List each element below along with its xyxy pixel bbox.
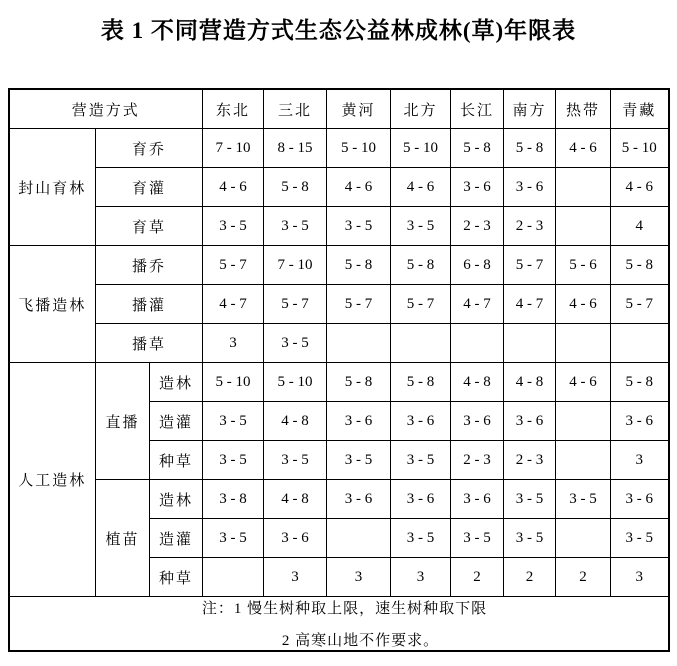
row-header: 育草 — [96, 207, 203, 246]
data-cell: 3 — [391, 558, 451, 597]
page-title: 表 1 不同营造方式生态公益林成林(草)年限表 — [100, 18, 577, 43]
data-cell — [556, 402, 611, 441]
table-row — [9, 246, 669, 285]
column-header-dongbei: 东北 — [203, 89, 264, 129]
data-cell: 3 - 5 — [264, 441, 327, 480]
data-cell: 2 — [451, 558, 504, 597]
data-cell: 3 — [203, 324, 264, 363]
group-header-feibozaolin: 飞播造林 — [9, 246, 96, 363]
data-cell: 3 - 5 — [264, 207, 327, 246]
data-cell — [611, 324, 669, 363]
data-cell: 3 - 5 — [327, 441, 391, 480]
table-row — [9, 363, 669, 402]
data-cell: 3 - 6 — [264, 519, 327, 558]
data-cell: 2 - 3 — [451, 207, 504, 246]
group-header-fengshanyulin: 封山育林 — [9, 129, 96, 246]
row-header: 播灌 — [96, 285, 203, 324]
data-cell: 2 - 3 — [451, 441, 504, 480]
data-cell: 3 - 5 — [203, 441, 264, 480]
data-cell: 3 - 5 — [327, 207, 391, 246]
row-header: 造林 — [150, 363, 203, 402]
table-row — [9, 129, 669, 168]
data-cell: 4 - 8 — [264, 480, 327, 519]
column-header-huanghe: 黄河 — [327, 89, 391, 129]
data-cell: 3 - 6 — [504, 402, 556, 441]
data-cell: 3 - 5 — [504, 480, 556, 519]
data-cell: 4 - 6 — [391, 168, 451, 207]
data-cell: 3 - 5 — [203, 402, 264, 441]
data-cell: 5 - 8 — [391, 363, 451, 402]
column-header-nanfang: 南方 — [504, 89, 556, 129]
data-cell: 3 - 6 — [451, 168, 504, 207]
data-cell — [451, 324, 504, 363]
data-cell: 5 - 7 — [504, 246, 556, 285]
data-cell: 5 - 8 — [391, 246, 451, 285]
data-cell: 3 - 6 — [451, 402, 504, 441]
table-row — [9, 207, 669, 246]
data-cell: 3 - 5 — [203, 519, 264, 558]
row-header: 造林 — [150, 480, 203, 519]
data-cell: 3 - 6 — [451, 480, 504, 519]
data-cell: 5 - 10 — [203, 363, 264, 402]
data-cell: 2 - 3 — [504, 441, 556, 480]
data-cell: 5 - 10 — [391, 129, 451, 168]
data-cell: 5 - 8 — [451, 129, 504, 168]
data-cell: 3 - 6 — [504, 168, 556, 207]
subgroup-header-zhimiao: 植苗 — [96, 480, 150, 597]
data-cell: 4 - 8 — [451, 363, 504, 402]
data-cell: 3 - 6 — [327, 480, 391, 519]
data-cell: 3 — [611, 441, 669, 480]
table-row — [9, 480, 669, 519]
data-cell: 7 - 10 — [264, 246, 327, 285]
table-header-row — [9, 89, 669, 129]
row-header: 种草 — [150, 441, 203, 480]
data-cell — [556, 207, 611, 246]
table-note-2: 2 高寒山地不作要求。 — [281, 633, 440, 649]
notes-cell — [9, 597, 669, 652]
data-cell: 3 - 5 — [391, 207, 451, 246]
data-cell: 3 — [611, 558, 669, 597]
table-note-1: 注：1 慢生树种取上限，速生树种取下限 — [201, 601, 488, 617]
column-header-redai: 热带 — [556, 89, 611, 129]
data-cell: 4 — [611, 207, 669, 246]
data-cell: 5 - 8 — [611, 246, 669, 285]
group-header-rengongzaolin: 人工造林 — [9, 363, 96, 597]
column-header-qingzang: 青藏 — [611, 89, 669, 129]
row-header: 播乔 — [96, 246, 203, 285]
row-header: 育灌 — [96, 168, 203, 207]
data-cell: 4 - 6 — [203, 168, 264, 207]
data-cell: 4 - 6 — [327, 168, 391, 207]
data-cell: 3 - 6 — [611, 402, 669, 441]
data-cell: 5 - 6 — [556, 246, 611, 285]
data-cell — [504, 324, 556, 363]
data-cell: 5 - 10 — [327, 129, 391, 168]
data-cell: 6 - 8 — [451, 246, 504, 285]
data-cell: 3 — [327, 558, 391, 597]
subgroup-header-zhibo: 直播 — [96, 363, 150, 480]
data-cell: 3 - 8 — [203, 480, 264, 519]
data-cell — [556, 519, 611, 558]
year-limit-table — [8, 88, 670, 652]
row-header: 造灌 — [150, 402, 203, 441]
data-cell: 5 - 7 — [611, 285, 669, 324]
data-cell: 4 - 6 — [611, 168, 669, 207]
data-cell — [556, 168, 611, 207]
data-cell: 4 - 6 — [556, 363, 611, 402]
table-row — [9, 285, 669, 324]
table-row — [9, 168, 669, 207]
data-cell: 3 - 5 — [451, 519, 504, 558]
data-cell — [327, 324, 391, 363]
row-header: 播草 — [96, 324, 203, 363]
data-cell: 4 - 7 — [203, 285, 264, 324]
column-header-changjiang: 长江 — [451, 89, 504, 129]
data-cell: 3 - 5 — [391, 441, 451, 480]
data-cell: 8 - 15 — [264, 129, 327, 168]
column-header-beifang: 北方 — [391, 89, 451, 129]
data-cell: 2 — [504, 558, 556, 597]
data-cell: 4 - 6 — [556, 285, 611, 324]
data-cell: 4 - 7 — [504, 285, 556, 324]
data-cell: 3 - 6 — [391, 402, 451, 441]
data-cell: 5 - 8 — [327, 363, 391, 402]
data-cell: 4 - 6 — [556, 129, 611, 168]
table-row — [9, 324, 669, 363]
data-cell: 5 - 7 — [203, 246, 264, 285]
data-cell: 5 - 8 — [504, 129, 556, 168]
row-header: 种草 — [150, 558, 203, 597]
row-header: 造灌 — [150, 519, 203, 558]
data-cell: 3 - 5 — [203, 207, 264, 246]
data-cell: 4 - 8 — [504, 363, 556, 402]
data-cell: 5 - 8 — [327, 246, 391, 285]
table-notes-row — [9, 597, 669, 652]
data-cell: 7 - 10 — [203, 129, 264, 168]
column-header-sanbei: 三北 — [264, 89, 327, 129]
data-cell — [327, 519, 391, 558]
data-cell: 3 - 5 — [504, 519, 556, 558]
data-cell — [556, 441, 611, 480]
data-cell: 5 - 10 — [611, 129, 669, 168]
data-cell: 5 - 7 — [327, 285, 391, 324]
data-cell: 5 - 8 — [264, 168, 327, 207]
data-cell — [556, 324, 611, 363]
data-cell — [203, 558, 264, 597]
data-cell: 3 - 6 — [611, 480, 669, 519]
data-cell: 2 — [556, 558, 611, 597]
data-cell: 5 - 10 — [264, 363, 327, 402]
data-cell: 5 - 7 — [264, 285, 327, 324]
data-cell — [391, 324, 451, 363]
data-cell: 4 - 8 — [264, 402, 327, 441]
data-cell: 3 - 6 — [327, 402, 391, 441]
data-cell: 3 - 6 — [391, 480, 451, 519]
corner-header: 营造方式 — [9, 89, 203, 129]
data-cell: 5 - 7 — [391, 285, 451, 324]
data-cell: 3 — [264, 558, 327, 597]
data-cell: 3 - 5 — [556, 480, 611, 519]
data-cell: 3 - 5 — [391, 519, 451, 558]
data-cell: 3 - 5 — [611, 519, 669, 558]
row-header: 育乔 — [96, 129, 203, 168]
data-cell: 3 - 5 — [264, 324, 327, 363]
data-cell: 4 - 7 — [451, 285, 504, 324]
data-cell: 2 - 3 — [504, 207, 556, 246]
data-cell: 5 - 8 — [611, 363, 669, 402]
